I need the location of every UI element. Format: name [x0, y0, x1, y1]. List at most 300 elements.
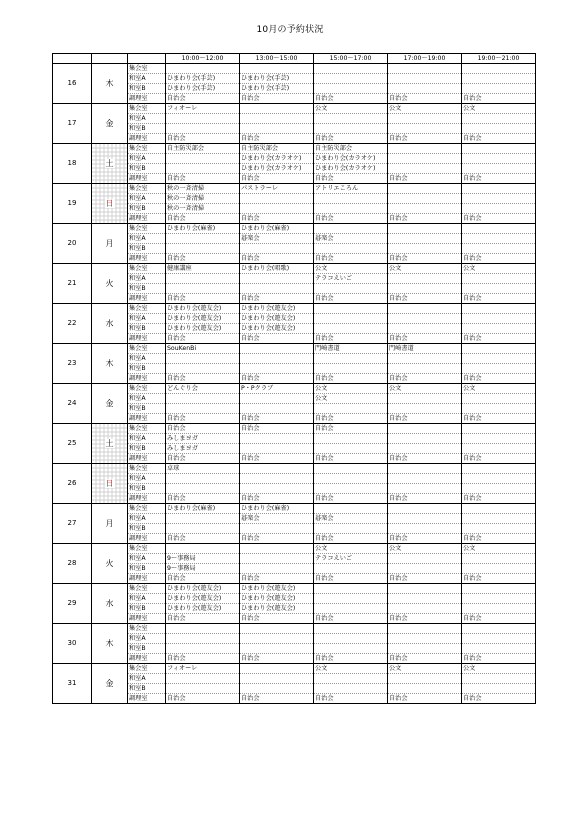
reservation-cell [166, 524, 240, 534]
reservation-cell [240, 544, 314, 554]
reservation-cell: 自治会 [166, 214, 240, 224]
reservation-cell [462, 194, 536, 204]
reservation-cell [240, 354, 314, 364]
room-label: 和室B [128, 324, 166, 334]
reservation-cell [388, 594, 462, 604]
reservation-cell: 自治会 [388, 614, 462, 624]
reservation-cell: 自治会 [240, 424, 314, 434]
reservation-cell [388, 464, 462, 474]
reservation-cell: ひまわり会(手芸) [240, 84, 314, 94]
room-label: 集会室 [128, 344, 166, 354]
reservation-cell: 自治会 [388, 174, 462, 184]
reservation-cell [240, 524, 314, 534]
room-label: 和室B [128, 364, 166, 374]
reservation-cell: 碁楽会 [240, 234, 314, 244]
table-row [53, 64, 536, 74]
reservation-cell: 自治会 [314, 534, 388, 544]
day-of-week-cell [92, 384, 128, 424]
reservation-cell [240, 204, 314, 214]
room-label: 和室B [128, 164, 166, 174]
reservation-cell [462, 584, 536, 594]
room-label: 調理室 [128, 94, 166, 104]
reservation-cell [240, 394, 314, 404]
reservation-cell [240, 194, 314, 204]
day-of-week-label: 水 [105, 319, 114, 328]
reservation-cell: ひまわり会(遊友会) [166, 584, 240, 594]
day-of-week-cell [92, 64, 128, 104]
day-of-week-label: 水 [105, 599, 114, 608]
reservation-cell [314, 114, 388, 124]
day-date-cell: 27 [53, 504, 92, 544]
day-date-cell: 26 [53, 464, 92, 504]
reservation-cell [240, 554, 314, 564]
reservation-cell [388, 474, 462, 484]
reservation-cell: 自治会 [388, 94, 462, 104]
table-row [53, 344, 536, 354]
reservation-cell [462, 144, 536, 154]
room-label: 調理室 [128, 214, 166, 224]
reservation-cell [314, 224, 388, 234]
room-label: 集会室 [128, 624, 166, 634]
reservation-cell: 公文 [388, 664, 462, 674]
reservation-cell: 自治会 [240, 534, 314, 544]
room-label: 和室B [128, 524, 166, 534]
reservation-cell [166, 404, 240, 414]
day-of-week-label: 木 [105, 639, 114, 648]
reservation-cell [166, 674, 240, 684]
reservation-cell: 自治会 [388, 374, 462, 384]
room-label: 集会室 [128, 384, 166, 394]
reservation-cell: 自治会 [388, 694, 462, 704]
room-label: 調理室 [128, 374, 166, 384]
room-label: 和室A [128, 434, 166, 444]
room-label: 集会室 [128, 664, 166, 674]
reservation-cell: 自治会 [240, 374, 314, 384]
reservation-cell: 門崎書道 [314, 344, 388, 354]
header-blank-date [53, 54, 92, 64]
reservation-cell [314, 474, 388, 484]
reservation-cell: 自治会 [314, 614, 388, 624]
table-row [53, 224, 536, 234]
day-of-week-label: 金 [105, 679, 114, 688]
reservation-cell: フィオーレ [166, 104, 240, 114]
reservation-cell [388, 604, 462, 614]
table-row [53, 504, 536, 514]
reservation-cell [388, 434, 462, 444]
reservation-cell: ひまわり会(遊友会) [240, 594, 314, 604]
reservation-cell [166, 284, 240, 294]
reservation-cell: 自治会 [314, 254, 388, 264]
room-label: 集会室 [128, 184, 166, 194]
reservation-cell: 自治会 [388, 574, 462, 584]
reservation-cell [462, 484, 536, 494]
room-label: 和室A [128, 114, 166, 124]
reservation-cell: 公文 [314, 664, 388, 674]
reservation-cell: パストラーレ [240, 184, 314, 194]
reservation-cell: ひまわり会(遊友会) [240, 314, 314, 324]
reservation-cell: テラコえいご [314, 274, 388, 284]
reservation-cell [314, 204, 388, 214]
reservation-cell [462, 434, 536, 444]
reservation-cell [240, 484, 314, 494]
table-row [53, 304, 536, 314]
room-label: 和室B [128, 444, 166, 454]
reservation-cell [166, 484, 240, 494]
reservation-cell [462, 444, 536, 454]
reservation-cell [462, 524, 536, 534]
room-label: 集会室 [128, 224, 166, 234]
day-date-cell: 20 [53, 224, 92, 264]
reservation-cell [314, 324, 388, 334]
reservation-cell [388, 424, 462, 434]
reservation-cell [462, 74, 536, 84]
reservation-cell: 自治会 [240, 254, 314, 264]
reservation-cell: ひまわり会(カラオケ) [314, 164, 388, 174]
reservation-cell [314, 444, 388, 454]
reservation-cell: 自治会 [314, 334, 388, 344]
table-row [53, 664, 536, 674]
reservation-cell: 自治会 [462, 94, 536, 104]
reservation-cell: ひまわり会(遊友会) [240, 584, 314, 594]
reservation-cell: 自治会 [166, 294, 240, 304]
reservation-cell: ひまわり会(麻雀) [240, 504, 314, 514]
reservation-cell: 自治会 [166, 424, 240, 434]
room-label: 調理室 [128, 174, 166, 184]
reservation-cell: 自治会 [462, 334, 536, 344]
day-of-week-label: 金 [105, 399, 114, 408]
reservation-cell [240, 444, 314, 454]
reservation-cell: 自治会 [240, 134, 314, 144]
reservation-cell: 自治会 [388, 294, 462, 304]
reservation-cell: 自治会 [388, 534, 462, 544]
reservation-cell: ひまわり会(遊友会) [166, 594, 240, 604]
reservation-cell [388, 584, 462, 594]
reservation-cell [388, 624, 462, 634]
room-label: 集会室 [128, 424, 166, 434]
reservation-cell [314, 624, 388, 634]
reservation-cell [314, 84, 388, 94]
reservation-cell [314, 484, 388, 494]
reservation-cell [166, 354, 240, 364]
table-row [53, 264, 536, 274]
reservation-cell [462, 624, 536, 634]
room-label: 和室B [128, 204, 166, 214]
reservation-cell: 自治会 [314, 694, 388, 704]
day-of-week-cell [92, 344, 128, 384]
reservation-cell [314, 504, 388, 514]
reservation-cell [314, 604, 388, 614]
reservation-cell: どんぐり会 [166, 384, 240, 394]
room-label: 和室B [128, 484, 166, 494]
day-date-cell: 31 [53, 664, 92, 704]
reservation-cell [166, 64, 240, 74]
room-label: 調理室 [128, 574, 166, 584]
header-blank-dow [92, 54, 128, 64]
reservation-cell: 公文 [462, 544, 536, 554]
reservation-cell [462, 594, 536, 604]
day-of-week-label: 木 [105, 79, 114, 88]
reservation-cell [388, 354, 462, 364]
day-date-cell: 29 [53, 584, 92, 624]
reservation-cell [388, 554, 462, 564]
reservation-cell: 公文 [462, 104, 536, 114]
reservation-cell [240, 674, 314, 684]
reservation-cell [240, 274, 314, 284]
reservation-cell [314, 124, 388, 134]
reservation-cell: 自治会 [462, 494, 536, 504]
reservation-cell [388, 74, 462, 84]
table-row [53, 144, 536, 154]
table-row [53, 464, 536, 474]
reservation-cell [462, 404, 536, 414]
day-of-week-label: 火 [105, 559, 114, 568]
reservation-cell: 自治会 [388, 254, 462, 264]
reservation-cell [388, 124, 462, 134]
reservation-cell: ひまわり会(唱歌) [240, 264, 314, 274]
reservation-cell [314, 564, 388, 574]
reservation-cell [462, 684, 536, 694]
reservation-cell: テラコえいご [314, 554, 388, 564]
reservation-cell [388, 524, 462, 534]
reservation-cell: ひまわり会(遊友会) [166, 304, 240, 314]
reservation-cell [388, 194, 462, 204]
reservation-cell [388, 244, 462, 254]
room-label: 調理室 [128, 414, 166, 424]
reservation-cell [388, 364, 462, 374]
reservation-cell: SouKenBi [166, 344, 240, 354]
day-of-week-cell [92, 224, 128, 264]
reservation-cell: 自治会 [166, 174, 240, 184]
reservation-cell [462, 644, 536, 654]
room-label: 調理室 [128, 614, 166, 624]
reservation-cell [462, 564, 536, 574]
reservation-cell: 9～事務局 [166, 564, 240, 574]
reservation-cell: 公文 [388, 104, 462, 114]
room-label: 調理室 [128, 694, 166, 704]
reservation-cell: 公文 [314, 384, 388, 394]
reservation-cell: P・Pクラブ [240, 384, 314, 394]
reservation-cell: みしまヨガ [166, 444, 240, 454]
room-label: 和室A [128, 554, 166, 564]
day-of-week-label: 土 [105, 439, 114, 448]
room-label: 和室A [128, 594, 166, 604]
room-label: 集会室 [128, 584, 166, 594]
reservation-cell [462, 164, 536, 174]
reservation-cell [388, 64, 462, 74]
reservation-cell: 自治会 [314, 424, 388, 434]
reservation-cell [314, 364, 388, 374]
reservation-cell: 自治会 [314, 454, 388, 464]
reservation-cell [166, 644, 240, 654]
room-label: 調理室 [128, 494, 166, 504]
reservation-cell: 自治会 [240, 694, 314, 704]
reservation-cell: 自治会 [462, 454, 536, 464]
reservation-cell [388, 484, 462, 494]
reservation-cell: 自治会 [388, 454, 462, 464]
reservation-cell: 自治会 [314, 94, 388, 104]
reservation-cell [388, 184, 462, 194]
reservation-cell [314, 404, 388, 414]
reservation-cell [388, 114, 462, 124]
reservation-cell [462, 224, 536, 234]
reservation-table [52, 53, 536, 704]
reservation-cell: ひまわり会(麻雀) [166, 224, 240, 234]
reservation-cell: 自治会 [166, 574, 240, 584]
reservation-cell [462, 284, 536, 294]
room-label: 調理室 [128, 294, 166, 304]
reservation-cell [314, 524, 388, 534]
day-of-week-cell [92, 504, 128, 544]
reservation-cell: 自治会 [166, 454, 240, 464]
header-row [53, 54, 536, 64]
table-row [53, 544, 536, 554]
room-label: 調理室 [128, 134, 166, 144]
room-label: 和室B [128, 124, 166, 134]
room-label: 集会室 [128, 144, 166, 154]
day-date-cell: 24 [53, 384, 92, 424]
room-label: 和室A [128, 274, 166, 284]
table-row [53, 424, 536, 434]
reservation-cell [462, 124, 536, 134]
room-label: 集会室 [128, 64, 166, 74]
reservation-cell [166, 234, 240, 244]
reservation-cell: 自治会 [240, 174, 314, 184]
reservation-cell: ひまわり会(カラオケ) [240, 164, 314, 174]
room-label: 和室B [128, 84, 166, 94]
reservation-cell [240, 464, 314, 474]
reservation-cell [388, 84, 462, 94]
reservation-cell [240, 104, 314, 114]
reservation-cell [240, 634, 314, 644]
reservation-cell [388, 514, 462, 524]
room-label: 和室A [128, 674, 166, 684]
reservation-cell: 自治会 [240, 214, 314, 224]
reservation-cell [462, 424, 536, 434]
day-of-week-cell [92, 624, 128, 664]
room-label: 和室A [128, 474, 166, 484]
reservation-cell: 自治会 [166, 334, 240, 344]
reservation-cell [388, 684, 462, 694]
reservation-cell [240, 404, 314, 414]
reservation-cell [388, 284, 462, 294]
reservation-cell [314, 284, 388, 294]
day-of-week-cell [92, 104, 128, 144]
reservation-cell [462, 554, 536, 564]
reservation-cell: 碁楽会 [240, 514, 314, 524]
room-label: 和室B [128, 404, 166, 414]
reservation-cell [314, 594, 388, 604]
reservation-cell [166, 634, 240, 644]
reservation-cell: 卓球 [166, 464, 240, 474]
reservation-cell: 自治会 [462, 174, 536, 184]
reservation-cell: 自治会 [240, 574, 314, 584]
reservation-cell [388, 314, 462, 324]
reservation-cell [462, 114, 536, 124]
day-date-cell: 19 [53, 184, 92, 224]
reservation-cell: 自治会 [166, 614, 240, 624]
reservation-cell [388, 234, 462, 244]
reservation-cell [462, 244, 536, 254]
day-date-cell: 28 [53, 544, 92, 584]
reservation-cell [240, 284, 314, 294]
reservation-cell: ひまわり会(カラオケ) [314, 154, 388, 164]
day-of-week-cell [92, 584, 128, 624]
reservation-cell [462, 324, 536, 334]
reservation-cell: 碁楽会 [314, 514, 388, 524]
reservation-cell: 公文 [388, 384, 462, 394]
time-slot-header: 15:00～17:00 [314, 54, 388, 64]
day-date-cell: 22 [53, 304, 92, 344]
reservation-cell: 自治会 [314, 174, 388, 184]
reservation-cell [240, 564, 314, 574]
reservation-cell [240, 364, 314, 374]
room-label: 集会室 [128, 544, 166, 554]
reservation-cell: 公文 [462, 264, 536, 274]
reservation-cell: 自治会 [314, 214, 388, 224]
reservation-cell: 公文 [388, 544, 462, 554]
reservation-cell: 自治会 [240, 334, 314, 344]
time-slot-header: 13:00～15:00 [240, 54, 314, 64]
reservation-cell [314, 244, 388, 254]
reservation-cell [314, 354, 388, 364]
reservation-cell [166, 114, 240, 124]
day-date-cell: 18 [53, 144, 92, 184]
reservation-cell: 自治会 [166, 254, 240, 264]
reservation-cell [462, 234, 536, 244]
reservation-cell: ひまわり会(遊友会) [166, 324, 240, 334]
reservation-cell [314, 644, 388, 654]
day-of-week-label: 金 [105, 119, 114, 128]
reservation-cell [166, 164, 240, 174]
reservation-cell: 公文 [314, 544, 388, 554]
reservation-cell [462, 354, 536, 364]
day-date-cell: 21 [53, 264, 92, 304]
reservation-cell [388, 204, 462, 214]
reservation-cell [240, 664, 314, 674]
table-row [53, 184, 536, 194]
room-label: 調理室 [128, 654, 166, 664]
reservation-cell [240, 344, 314, 354]
reservation-cell: 健康講座 [166, 264, 240, 274]
room-label: 和室A [128, 314, 166, 324]
reservation-cell [240, 124, 314, 134]
day-of-week-cell [92, 304, 128, 344]
reservation-cell: 自治会 [462, 534, 536, 544]
reservation-cell: 自治会 [462, 214, 536, 224]
reservation-cell: アトリエころん [314, 184, 388, 194]
reservation-cell: 自治会 [240, 414, 314, 424]
reservation-cell: 自治会 [240, 294, 314, 304]
reservation-cell [314, 584, 388, 594]
room-label: 調理室 [128, 254, 166, 264]
reservation-cell [388, 394, 462, 404]
reservation-cell [388, 504, 462, 514]
reservation-cell: 自治会 [462, 254, 536, 264]
reservation-cell [462, 204, 536, 214]
reservation-cell: 秋の一斉清掃 [166, 204, 240, 214]
reservation-cell [388, 674, 462, 684]
reservation-cell [462, 674, 536, 684]
day-of-week-cell [92, 544, 128, 584]
table-row [53, 584, 536, 594]
table-row [53, 624, 536, 634]
room-label: 和室A [128, 194, 166, 204]
time-slot-header: 19:00～21:00 [462, 54, 536, 64]
reservation-cell: ひまわり会(遊友会) [240, 304, 314, 314]
room-label: 和室A [128, 354, 166, 364]
reservation-cell [462, 504, 536, 514]
day-of-week-cell [92, 264, 128, 304]
